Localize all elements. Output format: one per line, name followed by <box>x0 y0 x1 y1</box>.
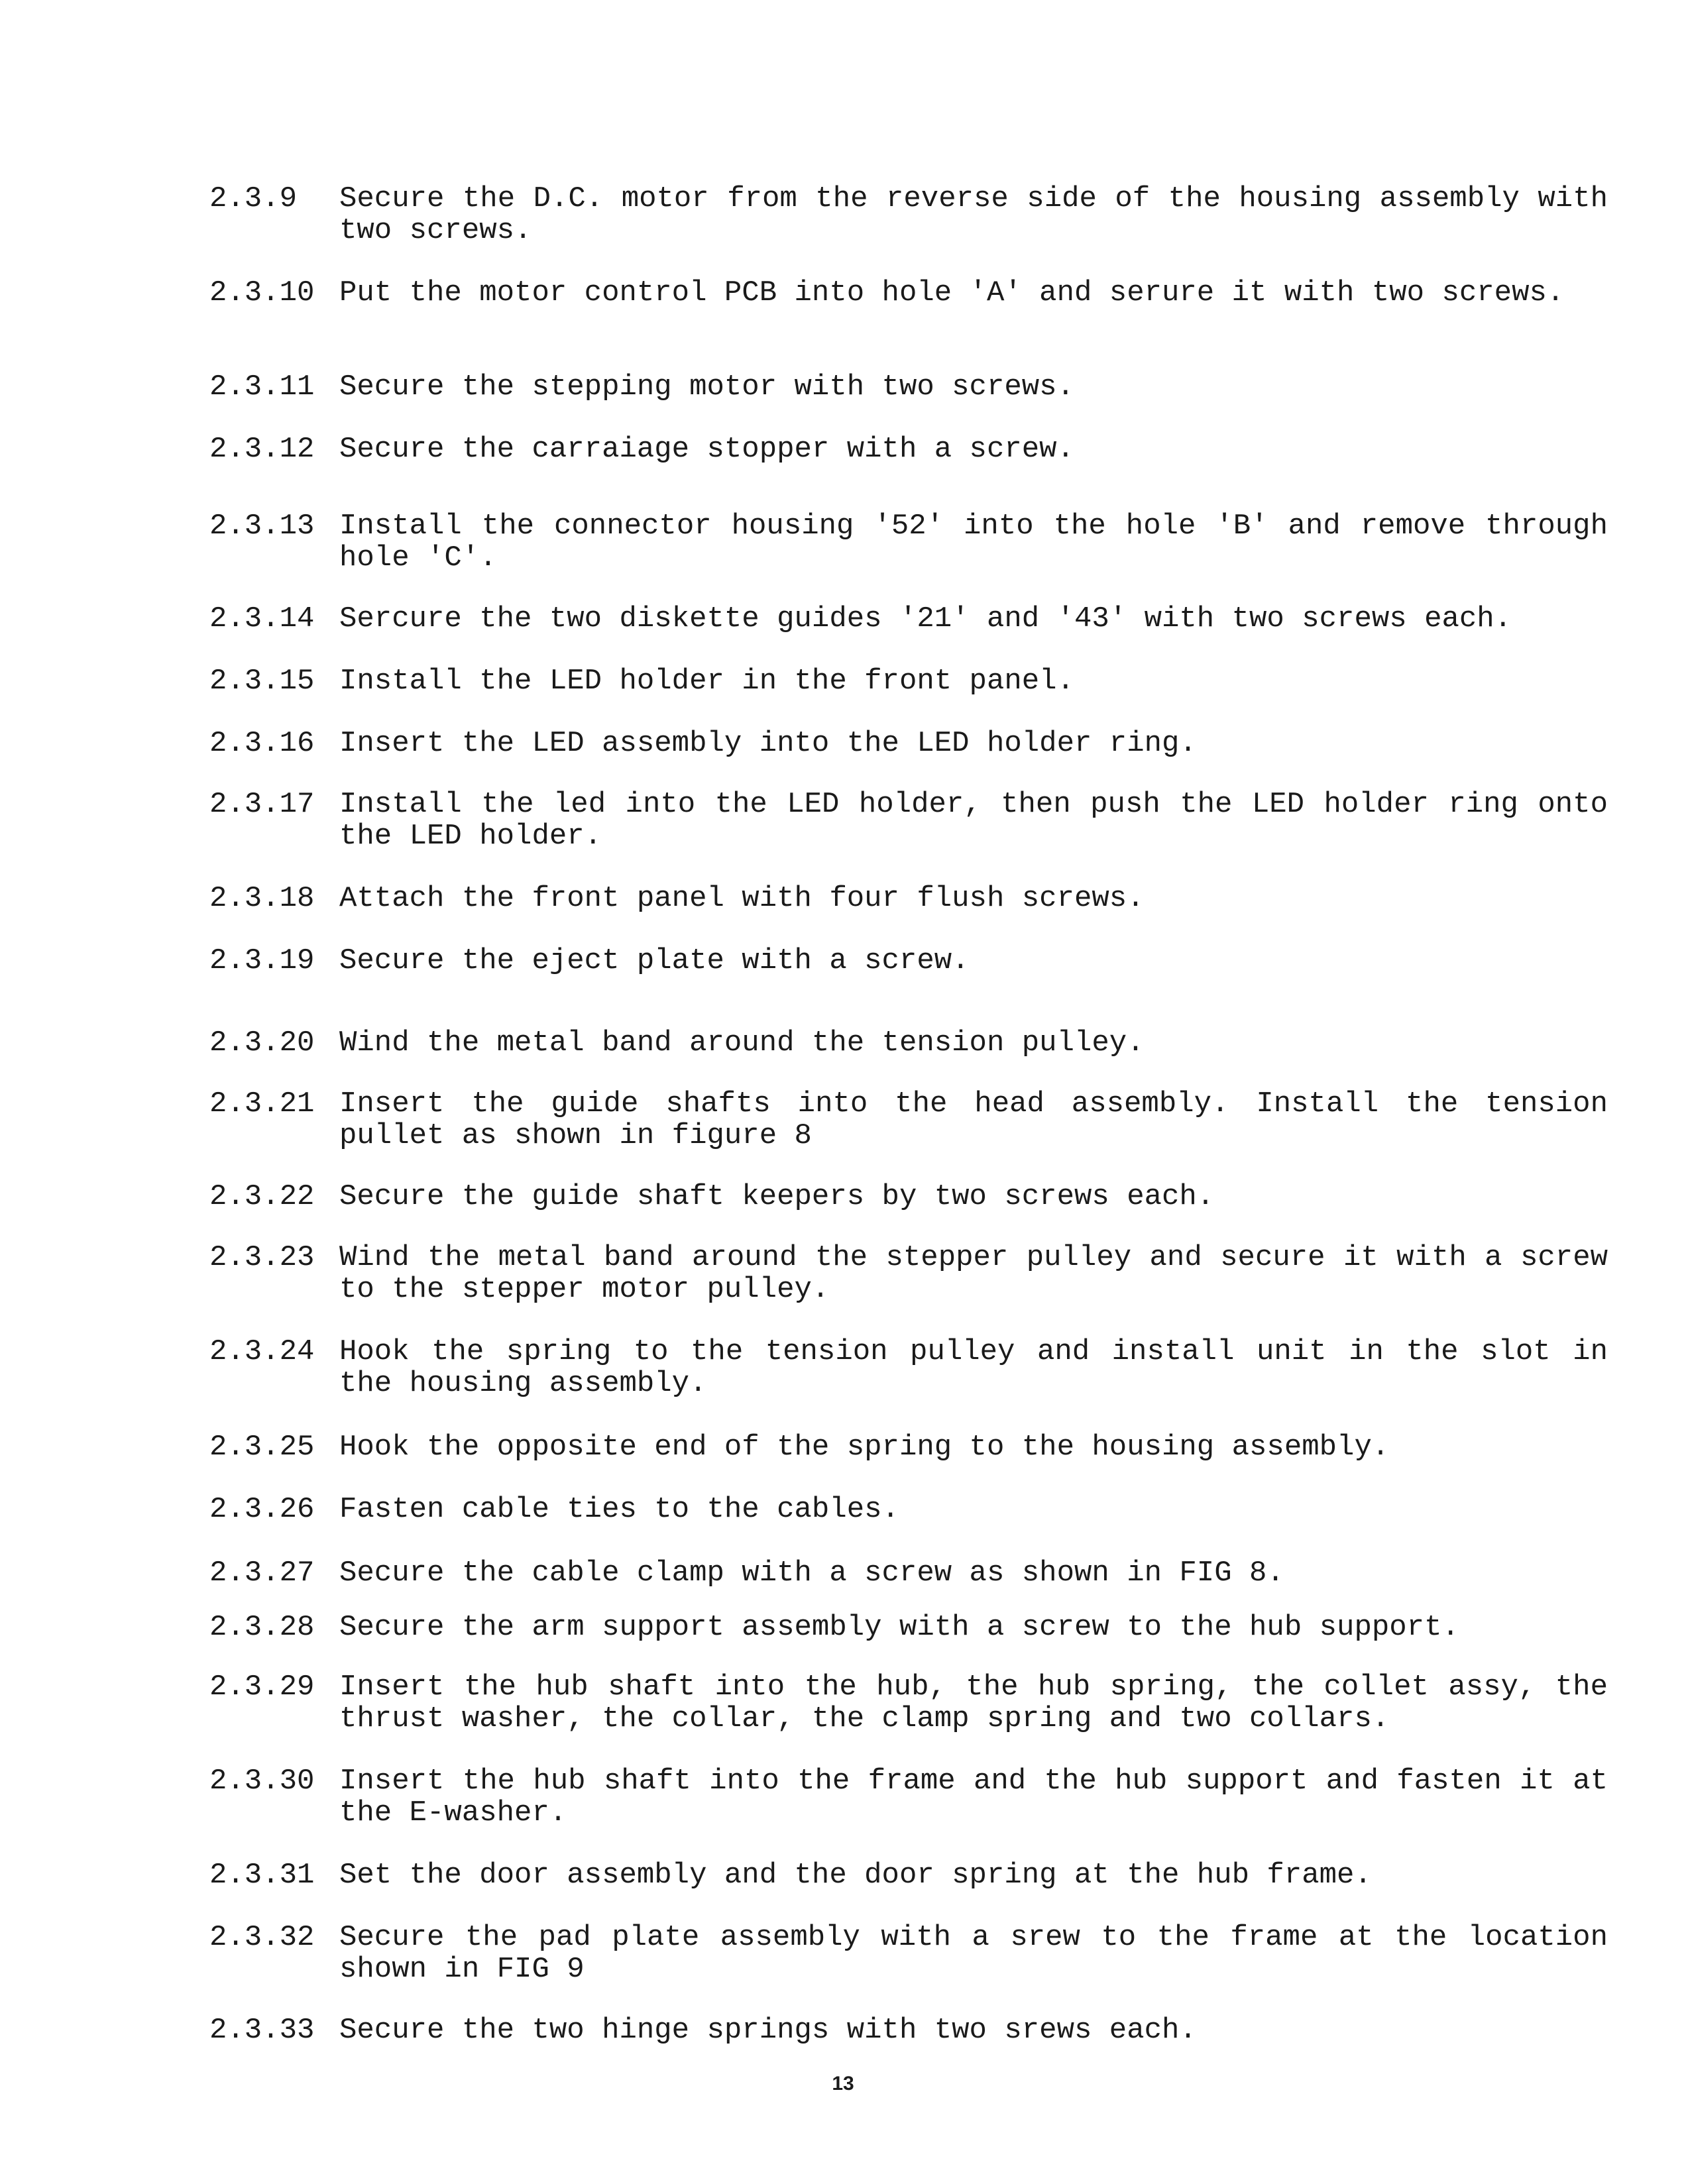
step-number: 2.3.17 <box>209 788 315 821</box>
step-2-3-12 <box>209 433 1608 465</box>
step-number: 2.3.28 <box>209 1611 315 1644</box>
step-2-3-10 <box>209 277 1608 309</box>
step-number: 2.3.27 <box>209 1556 315 1590</box>
step-text: Put the motor control PCB into hole 'A' and serure it with two screws. <box>339 276 1565 309</box>
step-2-3-28 <box>209 1611 1608 1643</box>
step-text: Insert the hub shaft into the frame and the hub support and fasten it at the E-washer. <box>339 1765 1608 1829</box>
step-number: 2.3.33 <box>209 2014 315 2047</box>
step-number: 2.3.25 <box>209 1431 315 1464</box>
step-number: 2.3.22 <box>209 1180 315 1213</box>
step-text: Secure the two hinge springs with two srews each. <box>339 2014 1197 2047</box>
step-text: Secure the guide shaft keepers by two screws each. <box>339 1180 1215 1213</box>
step-text: Secure the pad plate assembly with a srew to the frame at the location shown in FIG 9 <box>339 1921 1608 1986</box>
step-text: Hook the opposite end of the spring to the housing assembly. <box>339 1431 1390 1464</box>
step-number: 2.3.21 <box>209 1087 315 1120</box>
step-text: Install the led into the LED holder, then push the LED holder ring onto the LED holder. <box>339 788 1608 853</box>
step-text: Insert the hub shaft into the hub, the hub spring, the collet assy, the thrust washer, the collar, the clamp spring and two collars. <box>339 1670 1608 1735</box>
step-2-3-25 <box>209 1431 1608 1463</box>
step-number: 2.3.32 <box>209 1921 315 1954</box>
step-number: 2.3.20 <box>209 1026 315 1060</box>
step-text: Wind the metal band around the tension pulley. <box>339 1026 1145 1060</box>
step-2-3-17 <box>209 789 1608 852</box>
step-text: Install the connector housing '52' into the hole 'B' and remove through hole 'C'. <box>339 510 1608 574</box>
step-number: 2.3.13 <box>209 510 315 543</box>
step-text: Secure the cable clamp with a screw as shown in FIG 8. <box>339 1556 1284 1590</box>
step-number: 2.3.18 <box>209 882 315 915</box>
step-text: Install the LED holder in the front panel. <box>339 665 1074 698</box>
step-2-3-19 <box>209 945 1608 977</box>
step-text: Secure the stepping motor with two screws. <box>339 370 1074 404</box>
step-2-3-27 <box>209 1557 1608 1589</box>
step-number: 2.3.29 <box>209 1670 315 1704</box>
step-2-3-33 <box>209 2014 1608 2046</box>
step-text: Set the door assembly and the door spring at the hub frame. <box>339 1859 1372 1892</box>
step-text: Hook the spring to the tension pulley and install unit in the slot in the housing assembly. <box>339 1335 1608 1400</box>
step-number: 2.3.10 <box>209 276 315 309</box>
step-text: Insert the guide shafts into the head assembly. Install the tension pullet as shown in figure 8 <box>339 1087 1608 1152</box>
step-2-3-24 <box>209 1336 1608 1399</box>
step-2-3-16 <box>209 728 1608 759</box>
page-number: 13 <box>832 2073 854 2095</box>
step-text: Attach the front panel with four flush screws. <box>339 882 1145 915</box>
step-2-3-31 <box>209 1859 1608 1891</box>
step-2-3-32 <box>209 1922 1608 1985</box>
step-2-3-26 <box>209 1494 1608 1525</box>
step-number: 2.3.31 <box>209 1859 315 1892</box>
step-2-3-23 <box>209 1242 1608 1305</box>
step-number: 2.3.12 <box>209 433 315 466</box>
step-2-3-20 <box>209 1027 1608 1059</box>
step-2-3-9 <box>209 183 1608 246</box>
step-2-3-13 <box>209 510 1608 574</box>
step-number: 2.3.15 <box>209 665 315 698</box>
step-text: Insert the LED assembly into the LED holder ring. <box>339 727 1197 760</box>
step-number: 2.3.30 <box>209 1765 315 1798</box>
step-number: 2.3.26 <box>209 1493 315 1526</box>
step-2-3-22 <box>209 1181 1608 1213</box>
step-number: 2.3.16 <box>209 727 315 760</box>
step-number: 2.3.9 <box>209 182 298 215</box>
step-text: Fasten cable ties to the cables. <box>339 1493 899 1526</box>
step-number: 2.3.19 <box>209 944 315 977</box>
step-text: Sercure the two diskette guides '21' and '43' with two screws each. <box>339 602 1512 635</box>
step-text: Secure the arm support assembly with a screw to the hub support. <box>339 1611 1459 1644</box>
step-text: Secure the carraiage stopper with a screw. <box>339 433 1074 466</box>
step-text: Secure the eject plate with a screw. <box>339 944 970 977</box>
step-2-3-11 <box>209 371 1608 403</box>
step-2-3-14 <box>209 603 1608 635</box>
step-text: Wind the metal band around the stepper pulley and secure it with a screw to the stepper motor pulley. <box>339 1241 1608 1306</box>
step-2-3-15 <box>209 665 1608 697</box>
step-number: 2.3.14 <box>209 602 315 635</box>
step-2-3-29 <box>209 1671 1608 1735</box>
step-2-3-18 <box>209 883 1608 914</box>
step-number: 2.3.11 <box>209 370 315 404</box>
step-text: Secure the D.C. motor from the reverse side of the housing assembly with two screws. <box>339 182 1608 247</box>
step-2-3-21 <box>209 1088 1608 1152</box>
step-2-3-30 <box>209 1765 1608 1829</box>
step-number: 2.3.23 <box>209 1241 315 1274</box>
step-number: 2.3.24 <box>209 1335 315 1368</box>
